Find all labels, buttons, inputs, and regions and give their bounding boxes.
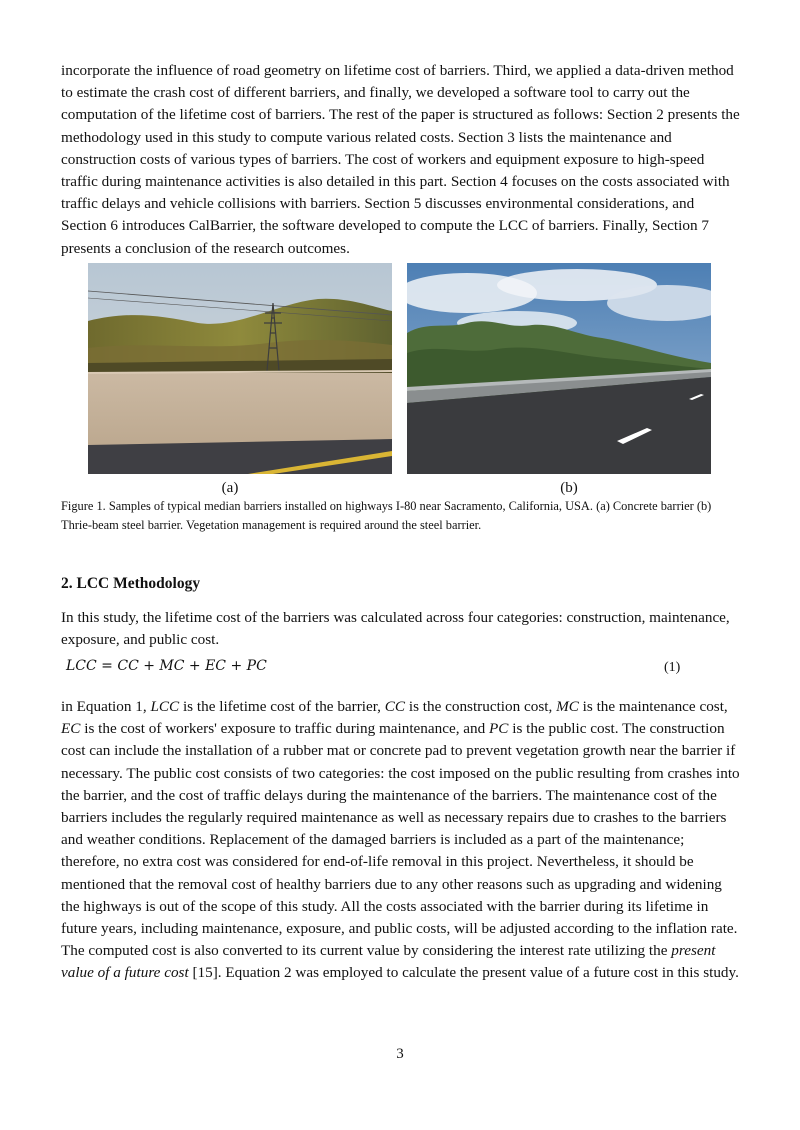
para2-text-2: is the lifetime cost of the barrier, — [179, 698, 385, 715]
figure-label-b: (b) — [560, 480, 578, 496]
section-paragraph-2 — [61, 696, 741, 985]
figure-label-a: (a) — [221, 480, 239, 496]
para2-text-4: is the maintenance cost, — [578, 698, 728, 715]
para2-text-7: [15]. Equation 2 was employed to calculate the present value of a future cost in this study. — [188, 964, 739, 982]
section-paragraph-1: In this study, the lifetime cost of the barriers was calculated across four categories: construction, maintenance, exposure, and public cost. — [61, 609, 730, 649]
figure-image-steel-barrier — [407, 263, 711, 474]
para2-text-1: in Equation 1, — [61, 698, 151, 715]
section-heading: 2. LCC Methodology — [61, 575, 201, 592]
para2-text-5: is the cost of workers' exposure to traffic during maintenance, and — [80, 720, 490, 738]
page-number: 3 — [396, 1046, 404, 1062]
var-mc: MC — [556, 698, 579, 715]
var-ec: EC — [61, 720, 81, 738]
figure-caption: Figure 1. Samples of typical median barriers installed on highways I-80 near Sacramento, California, USA. (a) Concrete barrier (b) Thrie-beam steel barrier. Vegetation management is required around the steel barrier. — [61, 499, 712, 532]
equation-number: (1) — [664, 660, 681, 675]
var-pc: PC — [489, 720, 509, 738]
para2-text-6: is the public cost. The construction cost can include the installation of a rubber mat or concrete pad to prevent vegetation growth near the barrier if necessary. The public cost consists of two categories: the cost imposed on the public resulting from crashes into the barrier, and the cost of traffic delays during the maintenance of the barriers. The maintenance cost of the barriers includes the regularly required maintenance as well as necessary repairs due to crashes to the barriers and weather conditions. Replacement of the damaged barriers is included as a part of the maintenance; therefore, no extra cost was considered for end-of-life removal in this project. Nevertheless, it should be mentioned that the removal cost of healthy barriers due to any other reasons such as upgrading and widening the highways is out of the scope of this study. All the costs associated with the barrier during its lifetime in future years, including maintenance, exposure, and public costs, will be adjusted according to the inflation rate. The computed cost is also converted to its current value by considering the interest rate utilizing the — [61, 720, 740, 960]
para2-text-3: is the construction cost, — [405, 698, 557, 715]
intro-paragraph: incorporate the influence of road geometry on lifetime cost of barriers. Third, we applied a data-driven method to estimate the crash cost of different barriers, and finally, we developed a software tool to carry out the computation of the lifetime cost of barriers. The rest of the paper is structured as follows: Section 2 presents the methodology used in this study to compute various related costs. Section 3 lists the maintenance and construction costs of various types of barriers. The cost of workers and equipment exposure to high-speed traffic during maintenance activities is also detailed in this part. Section 4 focuses on the costs associated with traffic delays and vehicle collisions with barriers. Section 5 discusses environmental considerations, and Section 6 introduces CalBarrier, the software developed to compute the LCC of barriers. Finally, Section 7 presents a conclusion of the research outcomes. — [61, 62, 740, 257]
present-value-term: present value of a future cost — [61, 942, 716, 982]
var-lcc: LCC — [150, 698, 180, 715]
equation-1: LCC = CC + MC + EC + PC — [66, 658, 267, 674]
figure-image-concrete-barrier — [88, 263, 392, 474]
var-cc: CC — [384, 698, 406, 715]
